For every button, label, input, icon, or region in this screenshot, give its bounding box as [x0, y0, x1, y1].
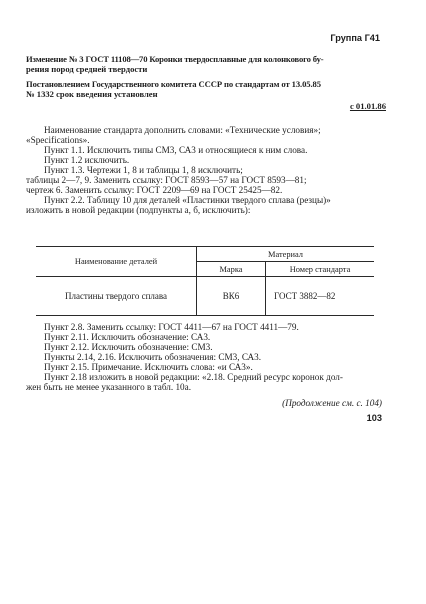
text-line: Пункт 2.2. Таблицу 10 для деталей «Пластинки твердого сплава (резцы)»: [44, 195, 331, 205]
text-line: Пункт 2.15. Примечание. Исключить слова: «и СА3».: [44, 362, 253, 372]
amendment-title-line2: рения пород средней твердости: [26, 64, 148, 74]
text-line: «Specifications».: [26, 135, 90, 145]
text-line: Пункт 1.2 исключить.: [44, 155, 130, 165]
text-line: Пункты 2.14, 2.16. Исключить обозначения: СМ3, СА3.: [44, 352, 262, 362]
amendment-title-line1: Изменение № 3 ГОСТ 11108—70 Коронки твердосплавные для колонкового бу-: [26, 54, 324, 64]
text-line: Пункт 2.12. Исключить обозначение: СМ3.: [44, 342, 213, 352]
page-number: 103: [366, 413, 382, 423]
decree-line1: Постановлением Государственного комитета СССР по стандартам от 13.05.85: [26, 79, 321, 89]
column-header-standard: Номер стандарта: [266, 262, 375, 277]
cell-standard: ГОСТ 3882—82: [266, 277, 375, 316]
column-header-grade: Марка: [197, 262, 266, 277]
text-line: изложить в новой редакции (подпункты а, б, исключить):: [26, 205, 251, 215]
group-label: Группа Г41: [330, 33, 380, 43]
decree-line2: № 1332 срок введения установлен: [26, 89, 158, 99]
column-header-name: Наименование деталей: [36, 247, 197, 277]
cell-part-name: Пластины твердого сплава: [36, 277, 197, 316]
text-line: Пункт 1.3. Чертежи 1, 8 и таблицы 1, 8 исключить;: [44, 165, 243, 175]
table-row: [36, 277, 374, 316]
effective-date: с 01.01.86: [349, 101, 386, 111]
materials-table: [36, 246, 374, 316]
text-line: Пункт 2.11. Исключить обозначение: СА3.: [44, 332, 211, 342]
text-line: таблицы 2—7, 9. Заменить ссылку: ГОСТ 8593—57 на ГОСТ 8593—81;: [26, 175, 307, 185]
text-line: жен быть не менее указанного в табл. 10а.: [26, 382, 192, 392]
text-line: Пункт 1.1. Исключить типы СМ3, СА3 и относящиеся к ним слова.: [44, 145, 308, 155]
continuation-note: (Продолжение см. с. 104): [282, 398, 382, 408]
column-header-material: Материал: [197, 247, 375, 262]
text-line: чертеж 6. Заменить ссылку: ГОСТ 2209—69 на ГОСТ 25425—82.: [26, 185, 283, 195]
text-line: Пункт 2.8. Заменить ссылку: ГОСТ 4411—67 на ГОСТ 4411—79.: [44, 322, 299, 332]
text-line: Пункт 2.18 изложить в новой редакции: «2.18. Средний ресурс коронок дол-: [44, 372, 343, 382]
text-line: Наименование стандарта дополнить словами: «Технические условия»;: [44, 125, 321, 135]
cell-grade: ВК6: [197, 277, 266, 316]
